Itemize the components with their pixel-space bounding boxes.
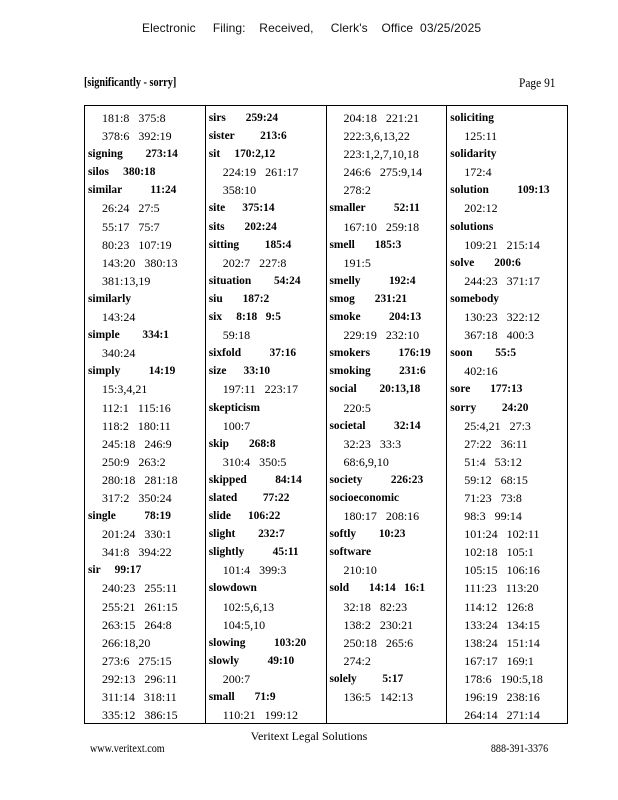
index-reference-line: 105:15 106:16	[464, 563, 540, 578]
index-reference-line: 59:18	[222, 328, 251, 343]
index-term-entry: smog 231:21	[329, 292, 408, 305]
index-term-entry: situation 54:24	[208, 274, 301, 287]
index-reference-line: 143:24	[102, 310, 136, 325]
index-term-entry: simple 334:1	[88, 329, 169, 342]
index-reference-line: 250:18 265:6	[343, 635, 414, 650]
index-reference-line: 335:12 386:15	[102, 708, 178, 723]
index-term-entry: sold 14:14 16:1	[329, 582, 426, 595]
index-term-entry: smell 185:3	[329, 238, 402, 251]
index-term-entry: slowdown	[208, 582, 257, 595]
index-reference-line: 250:9 263:2	[102, 454, 166, 469]
index-reference-line: 181:8 375:8	[102, 111, 166, 125]
index-reference-line: 167:17 169:1	[464, 653, 534, 668]
index-reference-line: 196:19 238:16	[464, 690, 540, 704]
index-reference-line: 178:6 190:5,18	[464, 671, 543, 686]
index-reference-line: 311:14 318:11	[102, 690, 177, 704]
page-number: Page 91	[519, 75, 556, 90]
index-term-entry: solve 200:6	[450, 256, 521, 269]
index-term-entry: small 71:9	[208, 691, 276, 703]
index-term-entry: slowing 103:20	[208, 636, 307, 649]
index-term-entry: skip 268:8	[208, 437, 276, 450]
index-reference-line: 136:5 142:13	[343, 690, 414, 704]
index-reference-line: 202:12	[464, 201, 498, 216]
index-reference-line: 280:18 281:18	[102, 472, 178, 487]
index-term-entry: smaller 52:11	[329, 202, 420, 215]
index-reference-line: 118:2 180:11	[102, 418, 171, 433]
word-index-table	[84, 105, 568, 724]
index-reference-line: 138:2 230:21	[343, 617, 414, 632]
index-reference-line: 197:11 223:17	[222, 382, 298, 397]
index-reference-line: 32:23 33:3	[343, 436, 402, 451]
index-term-entry: slightly 45:11	[208, 546, 299, 559]
electronic-filing-stamp: Electronic Filing: Received, Clerk's Office 03/25/2025	[142, 21, 482, 35]
index-reference-line: 340:24	[102, 346, 136, 361]
index-reference-line: 240:23 255:11	[102, 581, 178, 596]
index-term-entry: social 20:13,18	[329, 383, 421, 396]
index-reference-line: 367:18 400:3	[464, 328, 534, 343]
footer-phone: 888-391-3376	[490, 743, 548, 755]
index-term-entry: sixfold 37:16	[208, 347, 297, 360]
index-term-entry: software	[329, 546, 372, 559]
index-reference-line: 274:2	[343, 653, 371, 668]
index-reference-line: 15:3,4,21	[102, 382, 148, 397]
index-reference-line: 80:23 107:19	[102, 237, 172, 252]
index-reference-line: 292:13 296:11	[102, 671, 178, 686]
index-reference-line: 223:1,2,7,10,18	[343, 147, 419, 162]
index-term-entry: single 78:19	[88, 510, 171, 523]
index-term-entry: similar 11:24	[88, 184, 177, 197]
index-reference-line: 143:20 380:13	[102, 255, 178, 270]
index-term-entry: skepticism	[208, 401, 261, 414]
index-range-header: [significantly - sorry]	[84, 75, 177, 89]
index-term-entry: six 8:18 9:5	[208, 311, 281, 324]
index-reference-line: 180:17 208:16	[343, 509, 420, 524]
index-reference-line: 101:24 102:11	[464, 527, 540, 542]
index-reference-line: 381:13,19	[102, 273, 151, 288]
index-term-entry: simply 14:19	[88, 365, 176, 378]
index-term-entry: sirs 259:24	[208, 112, 279, 124]
index-reference-line: 104:5,10	[222, 617, 266, 632]
index-term-entry: socioeconomic	[329, 491, 400, 504]
index-reference-line: 101:4 399:3	[222, 563, 287, 578]
index-term-entry: sorry 24:20	[450, 401, 529, 414]
footer-website: www.veritext.com	[90, 743, 165, 755]
index-term-entry: sitting 185:4	[208, 238, 292, 251]
index-term-entry: signing 273:14	[88, 148, 178, 161]
index-column-1	[85, 106, 206, 723]
index-reference-line: 26:24 27:5	[102, 201, 160, 216]
index-reference-line: 32:18 82:23	[343, 599, 408, 614]
index-reference-line: 245:18 246:9	[102, 436, 172, 451]
index-reference-line: 27:22 36:11	[464, 436, 528, 451]
index-term-entry: smokers 176:19	[329, 347, 431, 360]
index-term-entry: slowly 49:10	[208, 654, 295, 667]
index-reference-line: 133:24 134:15	[464, 617, 540, 632]
index-term-entry: siu 187:2	[208, 292, 270, 305]
index-term-entry: slide 106:22	[208, 510, 281, 523]
index-reference-line: 246:6 275:9,14	[343, 165, 423, 180]
index-reference-line: 378:6 392:19	[102, 129, 172, 144]
index-reference-line: 358:10	[222, 183, 257, 198]
index-reference-line: 98:3 99:14	[464, 509, 522, 524]
index-reference-line: 278:2	[343, 183, 371, 198]
index-term-entry: somebody	[450, 292, 499, 305]
index-term-entry: societal 32:14	[329, 419, 421, 432]
index-column-3	[327, 106, 448, 723]
index-reference-line: 167:10 259:18	[343, 219, 420, 234]
index-reference-line: 111:23 113:20	[464, 581, 539, 596]
index-reference-line: 317:2 350:24	[102, 490, 172, 505]
index-reference-line: 102:18 105:1	[464, 545, 534, 560]
index-term-entry: solution 109:13	[450, 184, 550, 197]
index-reference-line: 68:6,9,10	[343, 454, 389, 469]
index-reference-line: 130:23 322:12	[464, 310, 540, 325]
index-reference-line: 51:4 53:12	[464, 454, 522, 469]
index-reference-line: 55:17 75:7	[102, 219, 160, 234]
index-reference-line: 109:21 215:14	[464, 237, 540, 252]
index-reference-line: 201:24 330:1	[102, 527, 172, 542]
index-reference-line: 125:11	[464, 129, 498, 144]
index-term-entry: solidarity	[450, 148, 497, 161]
index-reference-line: 100:7	[222, 418, 251, 433]
index-term-entry: sir 99:17	[88, 564, 142, 577]
index-reference-line: 255:21 261:15	[102, 599, 178, 614]
index-reference-line: 310:4 350:5	[222, 454, 287, 469]
index-term-entry: slated 77:22	[208, 491, 290, 504]
index-term-entry: sore 177:13	[450, 383, 523, 396]
index-reference-line: 263:15 264:8	[102, 617, 172, 632]
index-term-entry: sit 170:2,12	[208, 148, 276, 161]
index-reference-line: 172:4	[464, 165, 492, 180]
index-reference-line: 191:5	[343, 255, 371, 270]
index-term-entry: sits 202:24	[208, 220, 277, 233]
index-reference-line: 102:5,6,13	[222, 599, 275, 614]
index-term-entry: softly 10:23	[329, 528, 406, 541]
index-term-entry: smelly 192:4	[329, 274, 416, 287]
index-column-4	[447, 106, 567, 723]
footer-company: Veritext Legal Solutions	[250, 729, 368, 743]
index-term-entry: size 33:10	[208, 365, 271, 378]
index-reference-line: 202:7 227:8	[222, 255, 287, 270]
index-term-entry: society 226:23	[329, 473, 424, 486]
index-term-entry: silos 380:18	[88, 166, 156, 179]
index-reference-line: 273:6 275:15	[102, 653, 172, 668]
index-term-entry: slight 232:7	[208, 528, 285, 541]
index-reference-line: 264:14 271:14	[464, 708, 540, 723]
index-reference-line: 110:21 199:12	[222, 708, 298, 723]
index-term-entry: similarly	[88, 292, 132, 305]
index-reference-line: 266:18,20	[102, 635, 151, 650]
index-term-entry: smoking 231:6	[329, 365, 426, 378]
index-term-entry: soon 55:5	[450, 347, 517, 360]
index-reference-line: 402:16	[464, 364, 498, 379]
index-term-entry: solutions	[450, 220, 494, 233]
index-reference-line: 25:4,21 27:3	[464, 418, 531, 433]
index-reference-line: 204:18 221:21	[343, 111, 420, 125]
index-reference-line: 229:19 232:10	[343, 328, 420, 343]
index-reference-line: 114:12 126:8	[464, 599, 534, 614]
index-term-entry: site 375:14	[208, 202, 275, 215]
index-reference-line: 210:10	[343, 563, 377, 578]
index-reference-line: 220:5	[343, 400, 371, 415]
index-reference-line: 112:1 115:16	[102, 400, 171, 415]
index-reference-line: 341:8 394:22	[102, 545, 172, 560]
index-reference-line: 200:7	[222, 671, 251, 686]
index-reference-line: 59:12 68:15	[464, 472, 528, 487]
index-reference-line: 244:23 371:17	[464, 273, 540, 288]
index-term-entry: soliciting	[450, 112, 494, 124]
index-reference-line: 71:23 73:8	[464, 490, 522, 505]
index-reference-line: 224:19 261:17	[222, 165, 299, 180]
index-term-entry: sister 213:6	[208, 130, 287, 143]
index-term-entry: smoke 204:13	[329, 311, 422, 324]
index-term-entry: solely 5:17	[329, 672, 404, 685]
index-reference-line: 138:24 151:14	[464, 635, 540, 650]
index-column-2	[206, 106, 327, 723]
index-reference-line: 222:3,6,13,22	[343, 129, 410, 144]
index-term-entry: skipped 84:14	[208, 473, 302, 486]
